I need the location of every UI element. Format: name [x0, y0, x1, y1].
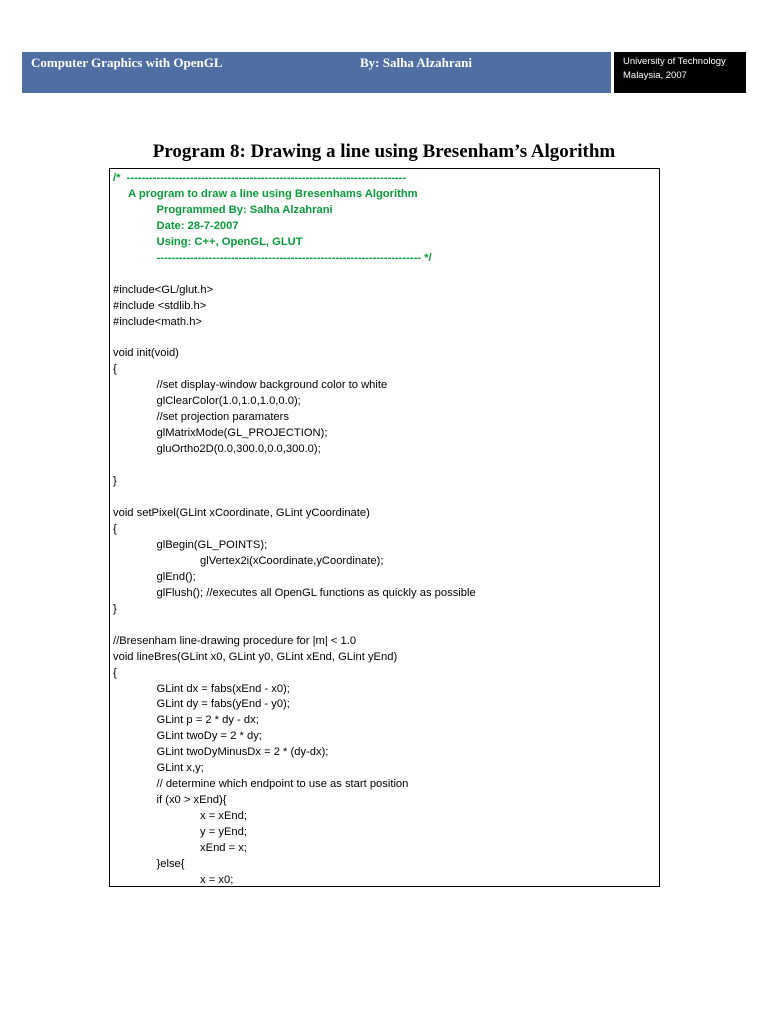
code-listing: [109, 168, 660, 887]
header-author: By: Salha Alzahrani: [360, 55, 472, 70]
header-bar: [22, 52, 611, 93]
header-university-line2: Malaysia, 2007: [623, 70, 687, 81]
header-course-title: Computer Graphics with OpenGL: [31, 55, 223, 70]
code-header-comment: /* --------------------------------------------------------------------------- A program to draw a line using Bresenhams Algorithm Programmed By: Salha Alzahrani Date: 28-7-2007 Using: C++, OpenGL, GLUT ----------------------------------------------------------------------- */: [113, 172, 432, 264]
header-university-line1: University of Technology: [623, 56, 726, 67]
program-title: Program 8: Drawing a line using Bresenham’s Algorithm: [152, 141, 616, 162]
code-body: #include<GL/glut.h> #include <stdlib.h> #include<math.h> void init(void) { //set display-window background color to white glClearColor(1.0,1.0,1.0,0.0); //set projection paramaters glMatrixMode(GL_PROJECTION); gluOrtho2D(0.0,300.0,0.0,300.0); } void setPixel(GLint xCoordinate, GLint yCoordinate) { glBegin(GL_POINTS); glVertex2i(xCoordinate,yCoordinate); glEnd(); glFlush(); //executes all OpenGL functions as quickly as possible } //Bresenham line-drawing procedure for |m| < 1.0 void lineBres(GLint x0, GLint y0, GLint xEnd, GLint yEnd) { GLint dx = fabs(xEnd - x0); GLint dy = fabs(yEnd - y0); GLint p = 2 * dy - dx; GLint twoDy = 2 * dy; GLint twoDyMinusDx = 2 * (dy-dx); GLint x,y; // determine which endpoint to use as start position if (x0 > xEnd){ x = xEnd; y = yEnd; xEnd = x; }else{ x = x0;: [113, 283, 476, 886]
header-university: [614, 52, 746, 93]
